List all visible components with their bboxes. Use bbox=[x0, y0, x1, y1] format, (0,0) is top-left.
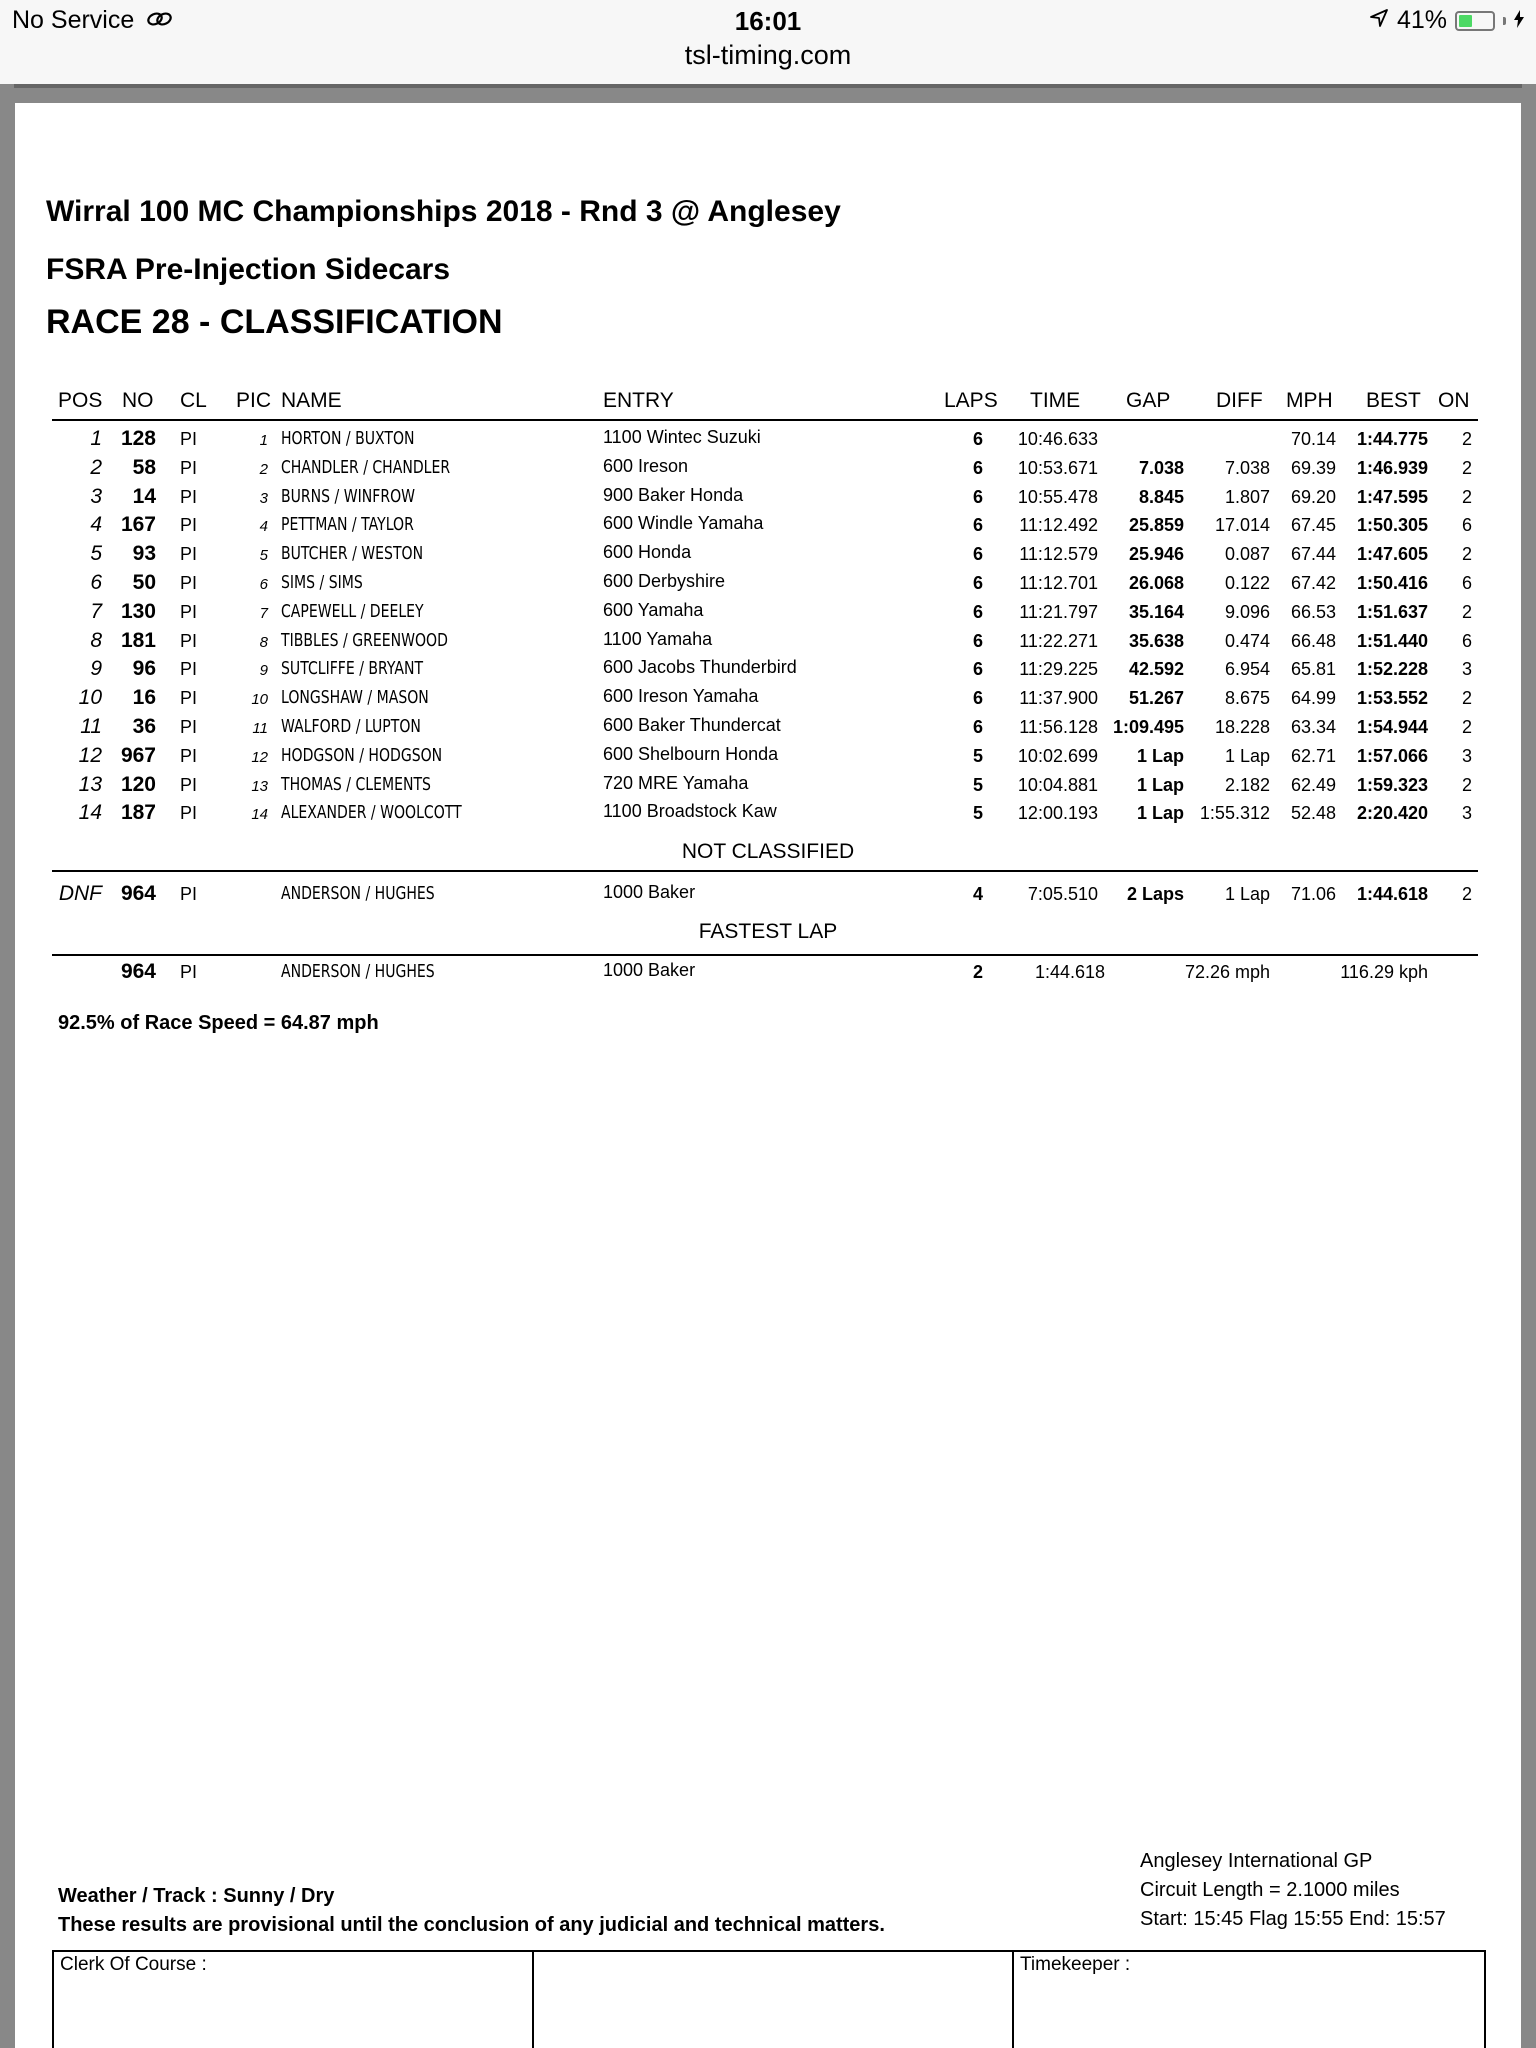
cell-entry: 600 Windle Yamaha bbox=[603, 513, 764, 534]
cell-entry: 600 Shelbourn Honda bbox=[603, 743, 779, 764]
cell-best: 2:20.420 bbox=[1356, 803, 1428, 824]
column-header-name: NAME bbox=[281, 389, 342, 412]
cell-diff: 0.474 bbox=[1224, 630, 1270, 651]
cell-time: 11:29.225 bbox=[1019, 659, 1098, 680]
column-header-entry: ENTRY bbox=[603, 389, 674, 412]
cell-gap: 51.267 bbox=[1128, 688, 1184, 709]
cell-diff: 1:55.312 bbox=[1199, 803, 1270, 824]
cell-no: 187 bbox=[120, 801, 156, 825]
cell-mph: 67.45 bbox=[1290, 515, 1336, 536]
battery-percent: 41% bbox=[1396, 6, 1447, 34]
cell-gap: 8.845 bbox=[1138, 486, 1184, 507]
cell-pos: 14 bbox=[78, 801, 102, 825]
column-header-gap: GAP bbox=[1126, 389, 1171, 412]
cell-pos: 6 bbox=[90, 571, 102, 594]
cell-gap: 1 Lap bbox=[1136, 745, 1184, 766]
status-right bbox=[1369, 6, 1524, 35]
cell-entry: 600 Jacobs Thunderbird bbox=[603, 657, 797, 678]
cell-laps: 5 bbox=[972, 745, 983, 766]
cell-pic: 1 bbox=[259, 432, 268, 449]
cell-on: 6 bbox=[1461, 515, 1472, 536]
cell-time: 11:22.271 bbox=[1019, 630, 1098, 651]
cell-entry: 600 Baker Thundercat bbox=[603, 715, 781, 735]
cell-diff: 9.096 bbox=[1224, 601, 1270, 622]
cell-pic: 11 bbox=[252, 720, 268, 737]
clock: 16:01 bbox=[734, 6, 802, 36]
cell-name: ANDERSON / HUGHES bbox=[281, 883, 435, 904]
timekeeper-label: Timekeeper : bbox=[1020, 1954, 1131, 1975]
fastest-lap-heading: FASTEST LAP bbox=[698, 920, 838, 943]
cell-pic: 14 bbox=[251, 806, 268, 824]
fastest-lap-no: 964 bbox=[120, 960, 156, 983]
cell-cl: PI bbox=[180, 630, 198, 651]
address-bar-url[interactable]: tsl-timing.com bbox=[684, 40, 852, 70]
cell-pos: 12 bbox=[78, 743, 102, 767]
cell-pos: 10 bbox=[78, 686, 102, 710]
cell-pic: 13 bbox=[251, 777, 268, 795]
cell-mph: 69.39 bbox=[1290, 457, 1336, 478]
cell-name: HORTON / BUXTON bbox=[281, 428, 415, 449]
cell-laps: 5 bbox=[972, 774, 983, 795]
cell-on: 2 bbox=[1461, 774, 1472, 795]
cell-name: BURNS / WINFROW bbox=[281, 485, 416, 507]
not-classified-divider bbox=[52, 870, 1478, 872]
cell-no: 967 bbox=[120, 743, 156, 767]
cell-gap: 1:09.495 bbox=[1112, 717, 1184, 737]
cell-time: 7:05.510 bbox=[1027, 884, 1098, 904]
cell-name: SIMS / SIMS bbox=[281, 572, 363, 593]
weather-track: Weather / Track : Sunny / Dry bbox=[58, 1885, 335, 1907]
cell-best: 1:59.323 bbox=[1356, 774, 1428, 795]
cell-mph: 65.81 bbox=[1290, 659, 1336, 680]
cell-on: 2 bbox=[1461, 884, 1472, 904]
cell-laps: 5 bbox=[972, 803, 983, 824]
fastest-lap-lap: 2 bbox=[972, 962, 983, 982]
cell-on: 3 bbox=[1461, 803, 1472, 824]
cell-time: 11:12.579 bbox=[1019, 544, 1098, 565]
cell-no: 16 bbox=[132, 686, 156, 710]
cell-laps: 6 bbox=[972, 544, 983, 565]
cell-pos: DNF bbox=[58, 882, 102, 905]
cell-pic: 5 bbox=[259, 547, 268, 565]
cell-mph: 52.48 bbox=[1290, 803, 1336, 824]
cell-best: 1:57.066 bbox=[1356, 745, 1428, 766]
cell-gap: 7.038 bbox=[1138, 457, 1184, 478]
cell-no: 167 bbox=[120, 513, 156, 537]
cell-cl: PI bbox=[180, 884, 198, 904]
cell-laps: 6 bbox=[972, 429, 983, 449]
cell-pic: 12 bbox=[251, 748, 268, 766]
cell-mph: 67.42 bbox=[1290, 573, 1336, 593]
cell-on: 2 bbox=[1461, 717, 1472, 737]
cell-no: 14 bbox=[132, 484, 156, 508]
cell-pos: 1 bbox=[90, 427, 102, 450]
cell-best: 1:50.305 bbox=[1356, 515, 1428, 536]
column-header-no: NO bbox=[122, 389, 154, 412]
fastest-lap-divider bbox=[52, 954, 1478, 956]
cell-diff: 18.228 bbox=[1214, 717, 1270, 737]
cell-best: 1:51.637 bbox=[1356, 601, 1428, 622]
cell-no: 128 bbox=[120, 427, 156, 450]
cell-pic: 10 bbox=[251, 691, 268, 709]
circuit-name: Anglesey International GP bbox=[1140, 1850, 1373, 1872]
cell-pic: 7 bbox=[259, 604, 268, 622]
cell-entry: 1100 Yamaha bbox=[603, 628, 713, 649]
cell-gap: 1 Lap bbox=[1136, 774, 1184, 795]
signature-divider-1 bbox=[532, 1952, 534, 2048]
fastest-lap-time: 1:44.618 bbox=[1034, 962, 1106, 982]
cell-laps: 6 bbox=[972, 573, 983, 593]
column-header-pic: PIC bbox=[236, 389, 272, 412]
status-bar bbox=[0, 0, 1536, 84]
cell-time: 10:02.699 bbox=[1017, 745, 1098, 766]
cell-entry: 600 Honda bbox=[603, 542, 692, 563]
cell-no: 130 bbox=[120, 599, 156, 623]
cell-cl: PI bbox=[180, 573, 198, 593]
cell-on: 3 bbox=[1461, 745, 1472, 766]
cell-best: 1:54.944 bbox=[1356, 717, 1428, 737]
cell-name: LONGSHAW / MASON bbox=[281, 687, 429, 709]
cell-laps: 6 bbox=[972, 515, 983, 536]
cell-laps: 6 bbox=[972, 717, 983, 737]
cell-cl: PI bbox=[180, 717, 198, 737]
cell-pos: 4 bbox=[90, 513, 102, 537]
cell-mph: 67.44 bbox=[1290, 544, 1336, 565]
cell-time: 11:12.701 bbox=[1019, 573, 1098, 593]
fastest-lap-entry: 1000 Baker bbox=[603, 960, 696, 980]
column-header-on: ON bbox=[1438, 389, 1470, 412]
cell-no: 964 bbox=[120, 882, 156, 905]
cell-cl: PI bbox=[180, 601, 198, 622]
cell-diff: 1 Lap bbox=[1224, 884, 1270, 904]
cell-laps: 6 bbox=[972, 630, 983, 651]
cell-best: 1:46.939 bbox=[1356, 457, 1428, 478]
cell-no: 181 bbox=[120, 628, 156, 652]
cell-diff: 2.182 bbox=[1224, 774, 1270, 795]
cell-best: 1:53.552 bbox=[1356, 688, 1428, 709]
cell-no: 93 bbox=[132, 542, 156, 566]
battery-tip bbox=[1503, 17, 1506, 25]
cell-diff: 6.954 bbox=[1224, 659, 1270, 680]
cell-laps: 6 bbox=[972, 486, 983, 507]
cell-pos: 7 bbox=[90, 599, 102, 623]
cell-pos: 13 bbox=[78, 772, 102, 796]
cell-time: 11:37.900 bbox=[1019, 688, 1098, 709]
cell-on: 6 bbox=[1461, 630, 1472, 651]
cell-pos: 5 bbox=[90, 542, 102, 566]
cell-best: 1:50.416 bbox=[1356, 573, 1428, 593]
fastest-lap-name: ANDERSON / HUGHES bbox=[281, 961, 435, 982]
cell-entry: 1100 Broadstock Kaw bbox=[603, 801, 777, 822]
cell-name: BUTCHER / WESTON bbox=[281, 543, 424, 565]
cell-best: 1:47.595 bbox=[1356, 486, 1428, 507]
fastest-lap-kph: 116.29 kph bbox=[1340, 962, 1428, 982]
cell-entry: 600 Derbyshire bbox=[603, 571, 726, 591]
cell-laps: 6 bbox=[972, 659, 983, 680]
cell-pos: 2 bbox=[90, 455, 102, 479]
cell-entry: 1000 Baker bbox=[603, 882, 696, 902]
charging-bolt-icon bbox=[1514, 6, 1524, 35]
cell-pic: 3 bbox=[259, 489, 268, 507]
circuit-length: Circuit Length = 2.1000 miles bbox=[1140, 1879, 1400, 1901]
cell-diff: 0.122 bbox=[1224, 573, 1270, 593]
cell-pic: 4 bbox=[259, 518, 268, 536]
cell-diff: 8.675 bbox=[1224, 688, 1270, 709]
cell-pic: 8 bbox=[259, 633, 268, 651]
cell-on: 2 bbox=[1461, 486, 1472, 507]
cell-gap: 1 Lap bbox=[1136, 803, 1184, 824]
cell-on: 2 bbox=[1461, 457, 1472, 478]
cell-diff: 17.014 bbox=[1214, 515, 1270, 536]
cell-on: 3 bbox=[1461, 659, 1472, 680]
cell-mph: 70.14 bbox=[1290, 429, 1336, 449]
cell-on: 2 bbox=[1461, 429, 1472, 449]
cell-diff: 1.807 bbox=[1224, 486, 1270, 507]
column-header-diff: DIFF bbox=[1216, 389, 1263, 412]
column-header-laps: LAPS bbox=[944, 389, 998, 412]
cell-mph: 62.49 bbox=[1290, 774, 1336, 795]
cell-mph: 63.34 bbox=[1290, 717, 1336, 737]
cell-diff: 1 Lap bbox=[1224, 745, 1270, 766]
cell-pos: 3 bbox=[90, 484, 102, 508]
location-arrow-icon bbox=[1369, 6, 1389, 35]
cell-gap: 25.859 bbox=[1128, 515, 1184, 536]
cell-pic: 2 bbox=[259, 460, 268, 478]
provisional-note: These results are provisional until the conclusion of any judicial and technical matters. bbox=[58, 1914, 885, 1936]
cell-on: 2 bbox=[1461, 601, 1472, 622]
cell-name: PETTMAN / TAYLOR bbox=[281, 514, 414, 536]
cell-mph: 69.20 bbox=[1290, 486, 1336, 507]
cell-mph: 64.99 bbox=[1290, 688, 1336, 709]
cell-pos: 9 bbox=[90, 657, 102, 681]
cell-no: 50 bbox=[132, 571, 156, 594]
cell-entry: 720 MRE Yamaha bbox=[603, 772, 749, 793]
cell-best: 1:52.228 bbox=[1356, 659, 1428, 680]
cell-entry: 1100 Wintec Suzuki bbox=[603, 427, 761, 447]
cell-time: 10:46.633 bbox=[1017, 429, 1098, 449]
cell-time: 11:12.492 bbox=[1019, 515, 1098, 536]
column-header-cl: CL bbox=[180, 389, 207, 412]
cell-cl: PI bbox=[180, 659, 198, 680]
cell-cl: PI bbox=[180, 457, 198, 478]
cell-entry: 900 Baker Honda bbox=[603, 484, 744, 505]
signature-box bbox=[52, 1950, 1486, 2048]
cell-no: 120 bbox=[120, 772, 156, 796]
cell-laps: 6 bbox=[972, 601, 983, 622]
column-header-mph: MPH bbox=[1286, 389, 1333, 412]
fastest-lap-class: PI bbox=[180, 962, 198, 982]
cell-on: 2 bbox=[1461, 688, 1472, 709]
cell-mph: 66.53 bbox=[1290, 601, 1336, 622]
cell-cl: PI bbox=[180, 803, 198, 824]
cell-name: WALFORD / LUPTON bbox=[281, 716, 421, 737]
column-header-best: BEST bbox=[1366, 389, 1421, 412]
cell-entry: 600 Yamaha bbox=[603, 599, 704, 620]
cell-no: 96 bbox=[132, 657, 156, 681]
cell-gap: 26.068 bbox=[1128, 573, 1184, 593]
cell-time: 10:04.881 bbox=[1017, 774, 1098, 795]
cell-laps: 4 bbox=[972, 884, 983, 904]
cell-cl: PI bbox=[180, 688, 198, 709]
page-top-edge bbox=[14, 84, 1522, 88]
cell-name: CHANDLER / CHANDLER bbox=[281, 456, 451, 478]
carrier-text: No Service bbox=[12, 6, 135, 34]
cell-time: 10:55.478 bbox=[1017, 486, 1098, 507]
cell-mph: 62.71 bbox=[1290, 745, 1336, 766]
cell-time: 11:21.797 bbox=[1019, 601, 1098, 622]
cell-best: 1:47.605 bbox=[1356, 544, 1428, 565]
battery-icon bbox=[1455, 11, 1495, 31]
cell-cl: PI bbox=[180, 429, 198, 449]
cell-best: 1:44.618 bbox=[1356, 884, 1428, 904]
cell-cl: PI bbox=[180, 515, 198, 536]
cell-name: TIBBLES / GREENWOOD bbox=[281, 629, 448, 651]
fastest-lap-mph: 72.26 mph bbox=[1184, 962, 1270, 982]
cell-mph: 71.06 bbox=[1290, 884, 1336, 904]
cell-diff: 7.038 bbox=[1224, 457, 1270, 478]
not-classified-heading: NOT CLASSIFIED bbox=[681, 840, 855, 863]
event-title: Wirral 100 MC Championships 2018 - Rnd 3 @ Anglesey bbox=[46, 195, 841, 228]
column-header-pos: POS bbox=[58, 389, 103, 412]
cell-best: 1:44.775 bbox=[1356, 429, 1428, 449]
cell-time: 10:53.671 bbox=[1017, 457, 1098, 478]
cell-name: THOMAS / CLEMENTS bbox=[281, 773, 431, 795]
cell-time: 12:00.193 bbox=[1017, 803, 1098, 824]
cell-cl: PI bbox=[180, 486, 198, 507]
cell-time: 11:56.128 bbox=[1019, 717, 1098, 737]
cell-entry: 600 Ireson bbox=[603, 455, 689, 476]
cell-entry: 600 Ireson Yamaha bbox=[603, 686, 759, 707]
column-header-time: TIME bbox=[1030, 389, 1081, 412]
cell-name: ALEXANDER / WOOLCOTT bbox=[281, 802, 462, 824]
cell-gap: 42.592 bbox=[1128, 659, 1184, 680]
cell-laps: 6 bbox=[972, 457, 983, 478]
cell-no: 58 bbox=[132, 455, 156, 479]
cell-name: HODGSON / HODGSON bbox=[281, 744, 443, 766]
cell-on: 6 bbox=[1461, 573, 1472, 593]
cell-no: 36 bbox=[132, 715, 156, 738]
cell-gap: 35.164 bbox=[1128, 601, 1184, 622]
cell-gap: 35.638 bbox=[1128, 630, 1184, 651]
cell-diff: 0.087 bbox=[1224, 544, 1270, 565]
cell-best: 1:51.440 bbox=[1356, 630, 1428, 651]
signature-divider-2 bbox=[1012, 1952, 1014, 2048]
clerk-of-course-label: Clerk Of Course : bbox=[60, 1954, 207, 1975]
cell-laps: 6 bbox=[972, 688, 983, 709]
cell-pos: 11 bbox=[80, 715, 102, 738]
cell-cl: PI bbox=[180, 774, 198, 795]
cell-pic: 6 bbox=[259, 576, 268, 593]
cell-name: CAPEWELL / DEELEY bbox=[281, 600, 424, 622]
cell-cl: PI bbox=[180, 745, 198, 766]
class-title: FSRA Pre-Injection Sidecars bbox=[46, 253, 451, 286]
cell-name: SUTCLIFFE / BRYANT bbox=[281, 658, 424, 680]
cell-gap: 2 Laps bbox=[1126, 884, 1184, 904]
cell-on: 2 bbox=[1461, 544, 1472, 565]
cell-pos: 8 bbox=[90, 628, 102, 652]
cell-cl: PI bbox=[180, 544, 198, 565]
cell-mph: 66.48 bbox=[1290, 630, 1336, 651]
cell-gap: 25.946 bbox=[1128, 544, 1184, 565]
race-speed-note: 92.5% of Race Speed = 64.87 mph bbox=[58, 1012, 379, 1034]
header-divider bbox=[52, 419, 1478, 421]
cell-pic: 9 bbox=[259, 662, 268, 680]
race-title: RACE 28 - CLASSIFICATION bbox=[46, 303, 503, 341]
session-times: Start: 15:45 Flag 15:55 End: 15:57 bbox=[1140, 1908, 1446, 1930]
